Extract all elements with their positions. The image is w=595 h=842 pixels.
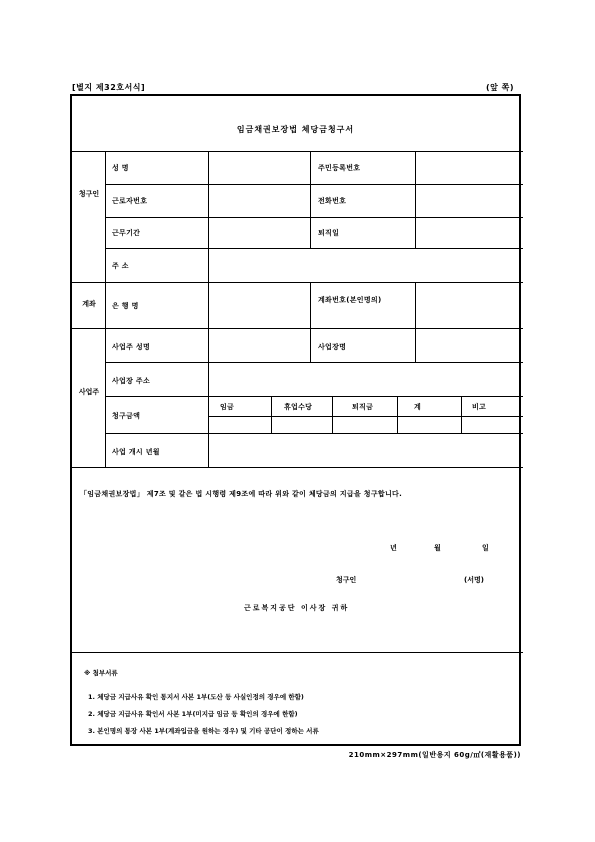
label-account: 계좌번호(본인명의)	[318, 296, 382, 304]
divider	[397, 396, 398, 433]
attachment-item: 2. 체당금 지급사유 확인서 사본 1부(미지급 임금 등 확인의 경우에 한함)	[88, 710, 298, 718]
divider	[105, 184, 523, 185]
divider	[208, 416, 523, 417]
label-bank: 은 행 명	[112, 302, 139, 310]
label-employer-name: 사업주 성명	[112, 343, 151, 351]
claim-col-leave: 휴업수당	[284, 403, 313, 411]
claim-col-severance: 퇴직금	[352, 403, 374, 411]
label-start-date: 사업 개시 년월	[112, 448, 160, 456]
divider	[72, 652, 523, 653]
form-title: 임금채권보장법 체당금청구서	[236, 125, 355, 134]
label-phone: 전화번호	[318, 197, 347, 205]
label-worker-id: 근로자번호	[112, 197, 148, 205]
label-retire: 퇴직일	[318, 229, 340, 237]
label-business: 사업장명	[318, 343, 347, 351]
claim-col-total: 계	[414, 403, 422, 411]
claim-col-remarks: 비고	[472, 403, 487, 411]
divider	[310, 151, 311, 248]
divider	[105, 248, 523, 249]
divider	[105, 433, 523, 434]
paper-spec: 210mm×297mm(일반용지 60g/㎡(재활용품))	[348, 751, 521, 759]
label-rrn: 주민등록번호	[318, 164, 361, 172]
label-business-address: 사업장 주소	[112, 377, 151, 385]
claim-col-wage: 임금	[220, 403, 235, 411]
declaration-text: 「임금채권보장법」 제7조 및 같은 법 시행령 제9조에 따라 위와 같이 체당금의 지급을 청구합니다.	[80, 490, 403, 498]
attachments-title: ※ 첨부서류	[84, 669, 118, 677]
divider	[72, 151, 523, 152]
claimant-label: 청구인	[336, 576, 357, 584]
divider	[271, 396, 272, 433]
claim-form	[70, 94, 521, 746]
form-number: [별지 제32호서식]	[72, 83, 146, 92]
divider	[105, 362, 523, 363]
divider	[72, 282, 523, 283]
divider	[310, 282, 311, 362]
attachment-item: 3. 본인명의 통장 사본 1부(계좌입금을 원하는 경우) 및 기타 공단이 정하는 서류	[88, 727, 319, 735]
divider	[105, 217, 523, 218]
date-year: 년	[390, 544, 397, 552]
divider	[72, 328, 523, 329]
divider	[72, 467, 523, 468]
attachment-item: 1. 체당금 지급사유 확인 통지서 사본 1부(도산 등 사실인정의 경우에 한함)	[88, 693, 304, 701]
group-employer: 사업주	[78, 388, 100, 396]
divider	[208, 151, 209, 467]
divider	[415, 151, 416, 248]
label-work-period: 근무기간	[112, 229, 141, 237]
group-account: 계좌	[82, 300, 96, 308]
label-address: 주 소	[112, 262, 129, 270]
signature-field[interactable]: (서명)	[464, 576, 484, 584]
date-month: 월	[434, 544, 441, 552]
divider	[461, 396, 462, 433]
recipient: 근로복지공단 이사장 귀하	[244, 604, 350, 612]
label-claim: 청구금액	[112, 412, 141, 420]
group-applicant: 청구인	[78, 190, 100, 198]
divider	[332, 396, 333, 433]
divider	[415, 282, 416, 362]
divider	[105, 151, 106, 467]
date-day: 일	[482, 544, 489, 552]
label-name: 성 명	[112, 164, 129, 172]
page-side: (앞 쪽)	[486, 83, 515, 92]
